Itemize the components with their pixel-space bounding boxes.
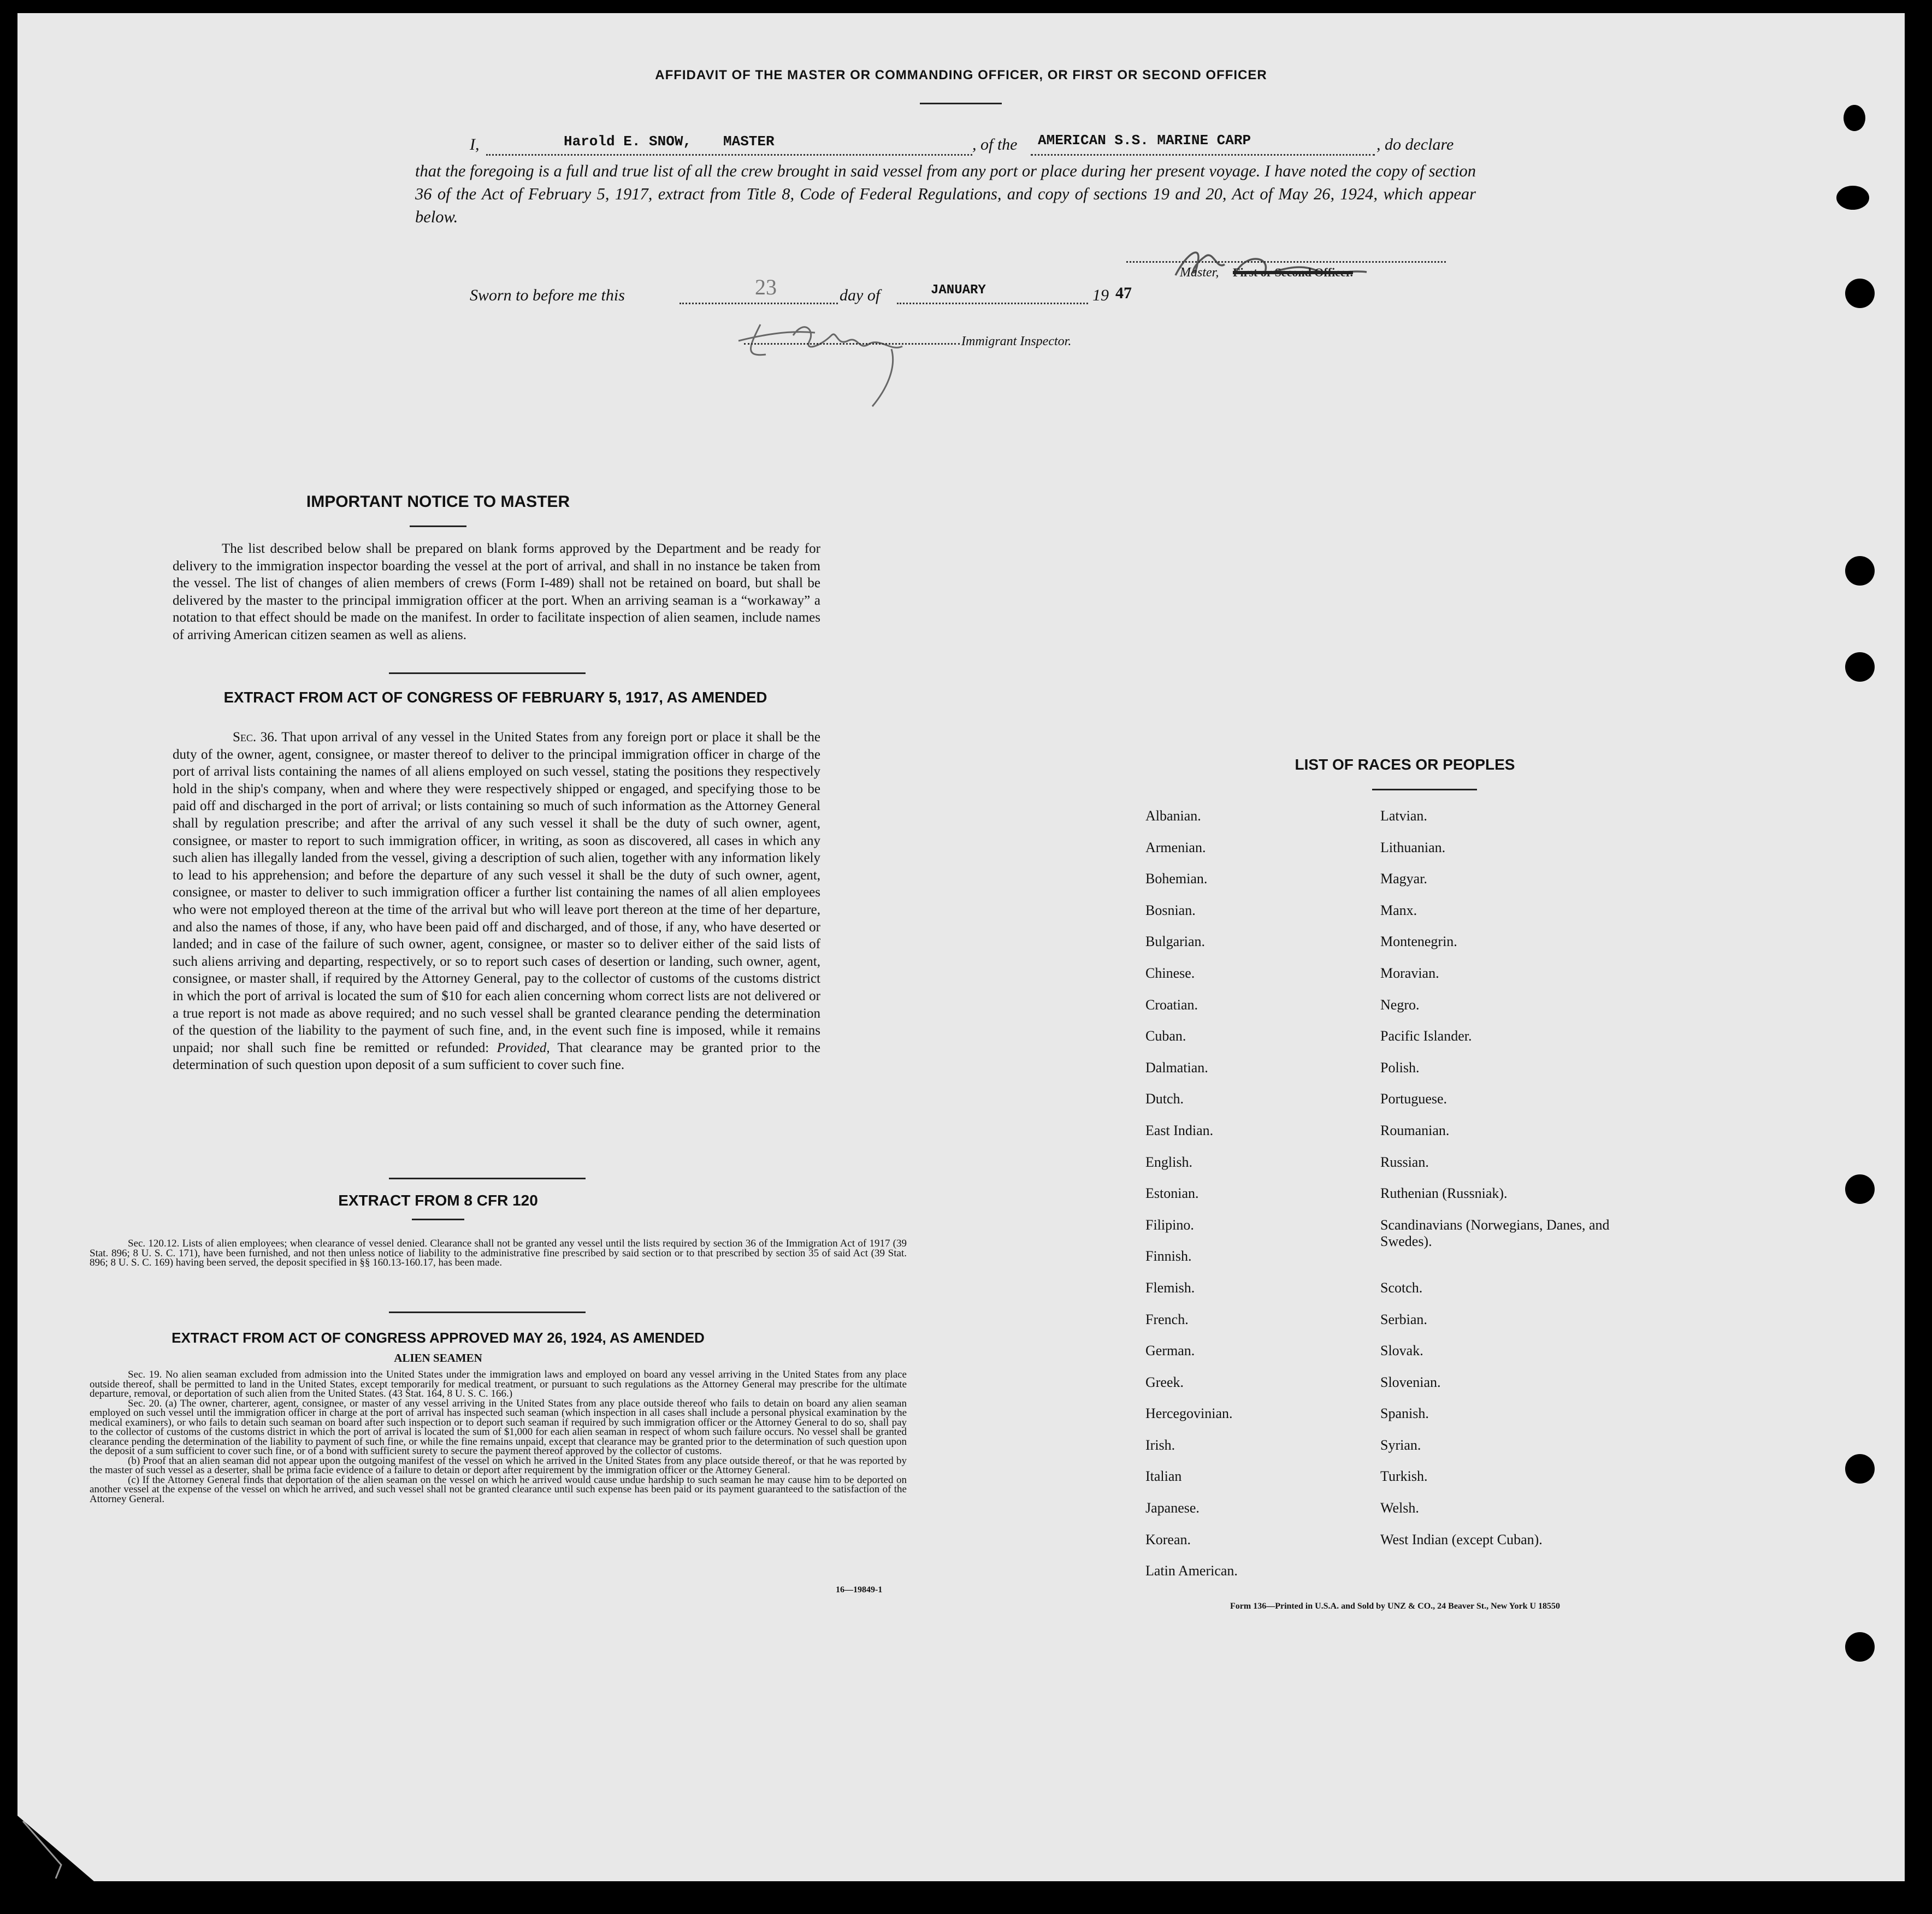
race-left-item: Japanese. (1145, 1500, 1200, 1516)
race-left-item: Irish. (1145, 1437, 1175, 1453)
race-row (1145, 1405, 1648, 1437)
vessel-name: AMERICAN S.S. MARINE CARP (1038, 132, 1251, 149)
race-row (1145, 1374, 1648, 1406)
race-right-item: Welsh. (1380, 1500, 1419, 1516)
race-right-item: Pacific Islander. (1380, 1028, 1472, 1044)
do-declare-label: , do declare (1376, 135, 1454, 153)
race-right-item: Montenegrin. (1380, 934, 1457, 950)
race-right-item: West Indian (except Cuban). (1380, 1531, 1543, 1547)
race-row (1145, 1563, 1648, 1594)
race-right-item: Slovenian. (1380, 1374, 1441, 1390)
master-rank: MASTER (723, 133, 775, 150)
extract1924-body (90, 1370, 907, 1504)
race-right-item: Negro. (1380, 996, 1420, 1013)
race-left-item: Bohemian. (1145, 871, 1208, 887)
race-row (1145, 1468, 1648, 1500)
race-row (1145, 1217, 1648, 1249)
race-row (1145, 1091, 1648, 1123)
race-row (1145, 1123, 1648, 1154)
sworn-day: 23 (755, 275, 777, 299)
affidavit-title: AFFIDAVIT OF THE MASTER OR COMMANDING OFFICER, OR FIRST OR SECOND OFFICER (655, 68, 1267, 82)
year-suffix: 47 (1115, 284, 1132, 302)
race-row (1145, 1437, 1648, 1469)
race-row (1145, 965, 1648, 997)
race-row (1145, 871, 1648, 902)
folded-corner (17, 1816, 94, 1881)
sec19-text: Sec. 19. No alien seaman excluded from admission into the United States under the immigration laws and employed on board any vessel arriving in the United States from any place outside thereof, shall be permitted to land in the United States, except temporarily for medical treatment, or pursuant to such regulations as the Attorney General may prescribe for the ultimate departure, removal, or deportation of such alien from the United States. (43 Stat. 164, 8 U. S. C. 166.) (90, 1369, 907, 1399)
cfr-body: Sec. 120.12. Lists of alien employees; when clearance of vessel denied. Clearance shall not be granted any vessel until the lists required by section 36 of the Immigration Act of 1917 (39 Stat. 896; 8 U. S. C. 171), have been furnished, and not then unless notice of liability to the administrative fine prescribed by said section or to that prescribed by section 35 of said Act (39 Stat. 896; 8 U. S. C. 169) having been served, the deposit specified in §§ 160.13-160.17, has been made. (90, 1238, 907, 1268)
race-right-item: Lithuanian. (1380, 839, 1446, 855)
race-right-item: Roumanian. (1380, 1122, 1450, 1138)
affidavit-body: that the foregoing is a full and true list of all the crew brought in said vessel from any port or place during her present voyage. I have noted the copy of section 36 of the Act of February 5, 1917, extract from Title 8, Code of Federal Regulations, and copy of sections 19 and 20, Act of May 26, 1924, which appear below. (415, 162, 1476, 226)
cfr-end-rule (389, 1312, 586, 1313)
race-left-item: Latin American. (1145, 1563, 1238, 1579)
race-right-item: Serbian. (1380, 1311, 1427, 1327)
sworn-label: Sworn to before me this (470, 286, 625, 304)
race-row (1145, 934, 1648, 965)
race-row (1145, 1312, 1648, 1343)
race-left-item: Korean. (1145, 1531, 1191, 1547)
race-left-item: Bulgarian. (1145, 934, 1206, 950)
punch-hole (1845, 1174, 1875, 1204)
race-row (1145, 808, 1648, 840)
extract1917-title: EXTRACT FROM ACT OF CONGRESS OF FEBRUARY 5, 1917, AS AMENDED (223, 689, 767, 706)
punch-hole (1845, 652, 1875, 682)
of-the-label: , of the (972, 135, 1018, 153)
cfr-rule (412, 1219, 464, 1220)
race-left-item: Hercegovinian. (1145, 1405, 1233, 1422)
race-right-item: Manx. (1380, 902, 1417, 918)
race-left-item: English. (1145, 1154, 1192, 1170)
sworn-month: JANUARY (931, 283, 986, 298)
races-title: LIST OF RACES OR PEOPLES (1295, 756, 1515, 773)
sworn-day-line (680, 303, 838, 304)
race-row (1145, 840, 1648, 871)
year-prefix: 19 (1092, 286, 1109, 304)
inspector-signature (728, 308, 979, 412)
race-right-item: Syrian. (1380, 1437, 1421, 1453)
race-left-item: East Indian. (1145, 1122, 1214, 1138)
race-left-item: Dutch. (1145, 1091, 1184, 1107)
race-row (1145, 1060, 1648, 1091)
sec20b-text: (b) Proof that an alien seaman did not appear upon the outgoing manifest of the vessel on which he arrived in the United States from any place outside thereof, or that he was reported by the master of such vessel as a deserter, shall be prima facie evidence of a failure to detain or deport after requirement by the immigration officer or the Attorney General. (90, 1455, 907, 1476)
race-left-item: German. (1145, 1343, 1195, 1359)
master-caption: Master, (1180, 265, 1219, 280)
punch-hole (1844, 105, 1865, 131)
notice-title: IMPORTANT NOTICE TO MASTER (306, 493, 570, 511)
sec36-label: Sec. 36. (233, 730, 277, 745)
struck-officer-title: First or Second Officer. (1233, 265, 1353, 279)
race-left-item: Finnish. (1145, 1248, 1192, 1265)
race-row (1145, 1154, 1648, 1186)
race-left-item: Estonian. (1145, 1185, 1199, 1202)
form-printer-note: Form 136—Printed in U.S.A. and Sold by UNZ & CO., 24 Beaver St., New York U 18550 (1230, 1602, 1561, 1611)
race-left-item: Dalmatian. (1145, 1059, 1208, 1076)
race-right-item: Slovak. (1380, 1343, 1423, 1359)
races-rule (1372, 789, 1477, 790)
punch-hole (1845, 1632, 1875, 1662)
master-signature-line (1126, 261, 1446, 263)
day-of-label: day of (840, 286, 881, 304)
extract1924-title: EXTRACT FROM ACT OF CONGRESS APPROVED MAY 26, 1924, AS AMENDED (172, 1330, 705, 1346)
title-rule (920, 103, 1002, 104)
vessel-name-line (1031, 154, 1375, 156)
race-row (1145, 1500, 1648, 1532)
sec36-text-1: That upon arrival of any vessel in the United States from any foreign port or place it shall be the duty of the owner, agent, consignee, or master thereof to deliver to the principal immigration officer in charge of the port of arrival lists containing the names of all aliens employed on such vessel, stating the positions they respectively hold in the ship's company, when and where they were respectively shipped or engaged, and specifying those to be paid off and discharged in the port of arrival; or lists containing so much of such information as the Attorney General shall by regulation prescribe; and after the arrival of any such vessel it shall be the duty of such owner, agent, consignee, or master to report to such immigration officer, in writing, as soon as discovered, all cases in which any such alien has illegally landed from the vessel, giving a description of such alien, together with any information likely to lead to his apprehension; and before the departure of any such vessel it shall be the duty of such owner, agent, consignee, or master to deliver to such immigration officer a further list containing the names of all alien employees who were not employed thereon at the time of the arrival but who will leave port thereon at the time of her departure, and also the names of those, if any, who have been paid off and discharged, and of those, if any, who have deserted or landed; and in case of the failure of such owner, agent, consignee, or master so to deliver either of the said lists of such aliens arriving and departing, respectively, or so to report such cases of desertion or landing, such owner, agent, consignee, or master shall, if required by the Attorney General, pay to the collector of customs of the customs district in which the port of arrival is located the sum of $10 for each alien concerning whom correct lists are not delivered or a true report is not made as above required; and no such vessel shall be granted clearance pending the determination of the question of the liability to the payment of such fine, and, in the event such fine is imposed, while it remains unpaid; nor shall such fine be remitted or refunded: (173, 730, 820, 1055)
notice-rule (410, 525, 466, 527)
race-right-item: Magyar. (1380, 871, 1427, 887)
race-right-item: Moravian. (1380, 965, 1439, 981)
race-left-item: Bosnian. (1145, 902, 1196, 918)
race-row (1145, 1280, 1648, 1312)
sec20c-text: (c) If the Attorney General finds that deportation of the alien seaman on the vessel on which he arrived would cause undue hardship to such seaman he may cause him to be deported on another vessel at the expense of the vessel on which he arrived, and such vessel shall not be granted clearance until such expense has been paid or its payment guaranteed to the satisfaction of the Attorney General. (90, 1474, 907, 1505)
form-code: 16—19849-1 (836, 1585, 883, 1594)
race-left-item: Albanian. (1145, 808, 1201, 824)
race-right-item: Portuguese. (1380, 1091, 1447, 1107)
punch-hole (1845, 556, 1875, 586)
notice-end-rule (389, 672, 586, 674)
inspector-caption: Immigrant Inspector. (961, 334, 1072, 348)
race-row (1145, 997, 1648, 1029)
extract1917-body (173, 729, 820, 1074)
race-right-item: Spanish. (1380, 1405, 1429, 1422)
punch-hole (1845, 1454, 1875, 1484)
race-right-item: Scandinavians (Norwegians, Danes, and Swedes). (1380, 1216, 1610, 1249)
race-left-item: Greek. (1145, 1374, 1184, 1390)
races-list (1145, 808, 1648, 1594)
sec20a-text: Sec. 20. (a) The owner, charterer, agent, consignee, or master of any vessel arriving in the United States from any place outside thereof who fails to detain on board any alien seaman employed on such vessel until the immigration officer in charge at the port of arrival has inspected such seaman (which inspection in all cases shall include a personal physical examination by the medical examiners), or who fails to detain such seaman on board after such inspection or to deport such seaman if required by such immigration officer or the Attorney General to do so, shall pay to the collector of customs of the customs district in which the port of arrival is located the sum of $1,000 for each alien seaman in respect of whom such failure occurs. No vessel shall be granted clearance pending the determination of the liability to payment of such fine, or while the fine remains unpaid, except that clearance may be granted prior to the determination of such question upon the deposit of a sum sufficient to cover such fine, or of a bond with sufficient surety to secure the payment thereof approved by the collector of customs. (90, 1397, 907, 1457)
race-left-item: Filipino. (1145, 1216, 1194, 1233)
inspector-signature-line (744, 343, 960, 345)
race-left-item: Armenian. (1145, 839, 1206, 855)
race-right-item: Ruthenian (Russniak). (1380, 1185, 1508, 1202)
race-left-item: Italian (1145, 1468, 1182, 1485)
race-left-item: Flemish. (1145, 1279, 1195, 1296)
document-page (17, 13, 1905, 1881)
race-right-item: Turkish. (1380, 1468, 1428, 1485)
race-left-item: French. (1145, 1311, 1189, 1327)
notice-body: The list described below shall be prepared on blank forms approved by the Department and be ready for delivery to the immigration inspector boarding the vessel at the port of arrival, and shall in no instance be taken from the vessel. The list of changes of alien members of crews (Form I-489) shall not be retained on board, but shall be delivered by the master to the principal immigration officer at the port. When an arriving seaman is a “workaway” a notation to that effect should be made on the manifest. In order to facilitate inspection of alien seamen, include names of arriving American citizen seamen as well as aliens. (173, 541, 820, 642)
race-right-item: Polish. (1380, 1059, 1420, 1076)
affidavit-i: I, (470, 135, 480, 153)
race-row (1145, 1532, 1648, 1563)
punch-hole (1836, 186, 1869, 210)
master-name: Harold E. SNOW, (564, 133, 692, 150)
race-row (1145, 1343, 1648, 1374)
race-row (1145, 1028, 1648, 1060)
race-left-item: Croatian. (1145, 996, 1198, 1013)
provided-word: Provided, (497, 1040, 550, 1055)
sec36-text-2: That clearance may be granted prior to the determination of such question upon deposit of a sum sufficient to cover such fine. (173, 1040, 820, 1073)
cfr-title: EXTRACT FROM 8 CFR 120 (338, 1192, 538, 1209)
race-row (1145, 902, 1648, 934)
race-right-item: Latvian. (1380, 808, 1427, 824)
race-right-item: Russian. (1380, 1154, 1429, 1170)
race-left-item: Chinese. (1145, 965, 1195, 981)
punch-hole (1845, 279, 1875, 308)
race-left-item: Cuban. (1145, 1028, 1186, 1044)
race-row (1145, 1248, 1648, 1280)
extract1924-subtitle: ALIEN SEAMEN (394, 1351, 482, 1364)
extract1917-end-rule (389, 1178, 586, 1179)
race-right-item: Scotch. (1380, 1279, 1423, 1296)
race-row (1145, 1185, 1648, 1217)
sworn-month-line (897, 303, 1088, 304)
master-name-line (486, 154, 972, 156)
